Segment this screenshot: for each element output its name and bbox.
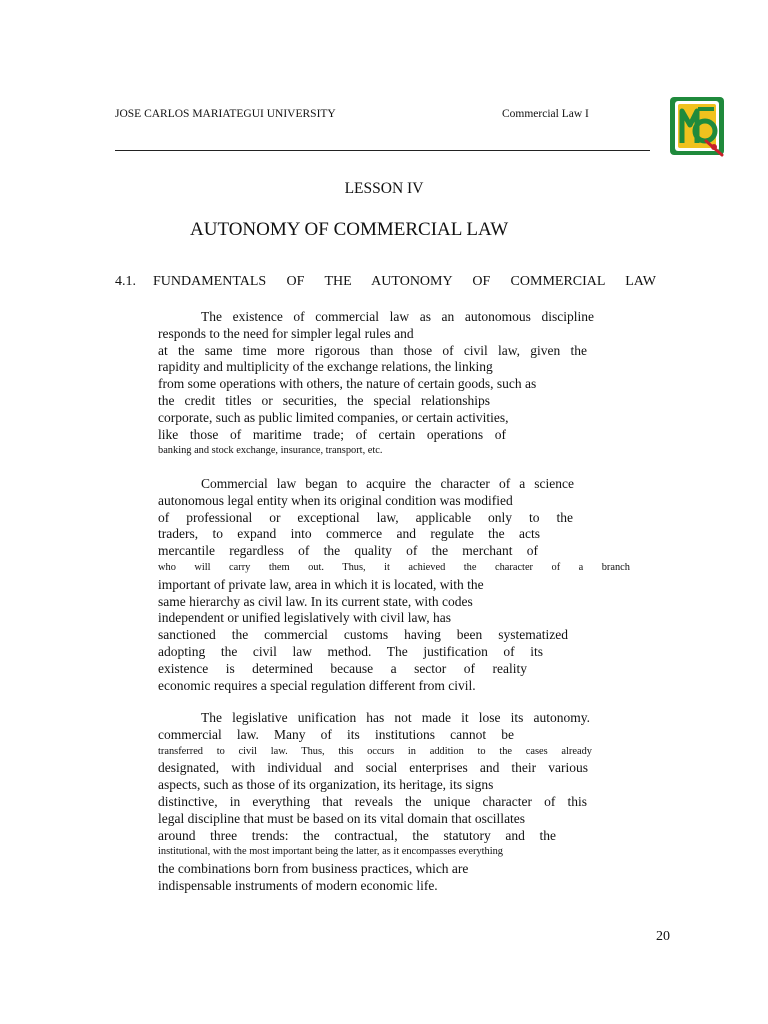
paragraph-1 <box>158 309 594 460</box>
paragraph-line: important of private law, area in which it is located, with the <box>158 576 484 592</box>
paragraph-line: banking and stock exchange, insurance, transport, etc. <box>158 445 383 457</box>
paragraph-line: Commercial law began to acquire the character of a science <box>201 476 574 491</box>
paragraph-line: at the same time more rigorous than those of civil law, given the <box>158 342 587 358</box>
paragraph-line: adopting the civil law method. The justification of its <box>158 643 543 659</box>
paragraph-line: The legislative unification has not made it lose its autonomy. <box>201 710 590 725</box>
paragraph-line: corporate, such as public limited companies, or certain activities, <box>158 409 509 425</box>
paragraph-line: who will carry them out. Thus, it achieved the character of a branch <box>158 561 630 573</box>
paragraph-3 <box>158 710 590 895</box>
paragraph-line: legal discipline that must be based on its vital domain that oscillates <box>158 810 526 826</box>
paragraph-line: commercial law. Many of its institutions cannot be <box>158 726 514 742</box>
paragraph-line: around three trends: the contractual, the statutory and the <box>158 827 556 843</box>
paragraph-line: mercantile regardless of the quality of the merchant of <box>158 543 538 559</box>
paragraph-line: responds to the need for simpler legal rules and <box>158 325 414 341</box>
paragraph-line: aspects, such as those of its organization, its heritage, its signs <box>158 777 494 793</box>
paragraph-line: existence is determined because a sector of reality <box>158 660 527 676</box>
paragraph-line: traders, to expand into commerce and regulate the acts <box>158 526 540 542</box>
paragraph-line: indispensable instruments of modern economic life. <box>158 877 438 893</box>
paragraph-line: the credit titles or securities, the special relationships <box>158 392 490 408</box>
paragraph-line: designated, with individual and social enterprises and their various <box>158 760 588 776</box>
university-logo <box>668 95 726 159</box>
page-number: 20 <box>656 929 670 944</box>
paragraph-line: transferred to civil law. Thus, this occurs in addition to the cases already <box>158 745 592 757</box>
paragraph-line: like those of maritime trade; of certain operations of <box>158 426 506 442</box>
paragraph-line: rapidity and multiplicity of the exchange relations, the linking <box>158 359 493 375</box>
lesson-label: LESSON IV <box>344 180 424 197</box>
paragraph-line: of professional or exceptional law, applicable only to the <box>158 509 573 525</box>
paragraph-2 <box>158 476 630 694</box>
section-number: 4.1. <box>115 274 136 289</box>
header-university: JOSE CARLOS MARIATEGUI UNIVERSITY <box>115 108 336 120</box>
paragraph-line: independent or unified legislatively with civil law, has <box>158 610 452 626</box>
paragraph-line: from some operations with others, the nature of certain goods, such as <box>158 376 537 392</box>
paragraph-line: economic requires a special regulation different from civil. <box>158 677 476 693</box>
section-title: FUNDAMENTALS OF THE AUTONOMY OF COMMERCIAL LAW <box>153 274 656 289</box>
header-course: Commercial Law I <box>502 108 589 120</box>
page-title: AUTONOMY OF COMMERCIAL LAW <box>190 219 509 240</box>
paragraph-line: sanctioned the commercial customs having been systematized <box>158 627 568 643</box>
paragraph-line: distinctive, in everything that reveals the unique character of this <box>158 793 587 809</box>
paragraph-line: same hierarchy as civil law. In its current state, with codes <box>158 593 473 609</box>
header-rule <box>115 150 650 151</box>
paragraph-line: autonomous legal entity when its original condition was modified <box>158 492 513 508</box>
paragraph-line: institutional, with the most important being the latter, as it encompasses everything <box>158 846 504 858</box>
paragraph-line: the combinations born from business practices, which are <box>158 861 469 877</box>
paragraph-line: The existence of commercial law as an autonomous discipline <box>201 309 594 324</box>
